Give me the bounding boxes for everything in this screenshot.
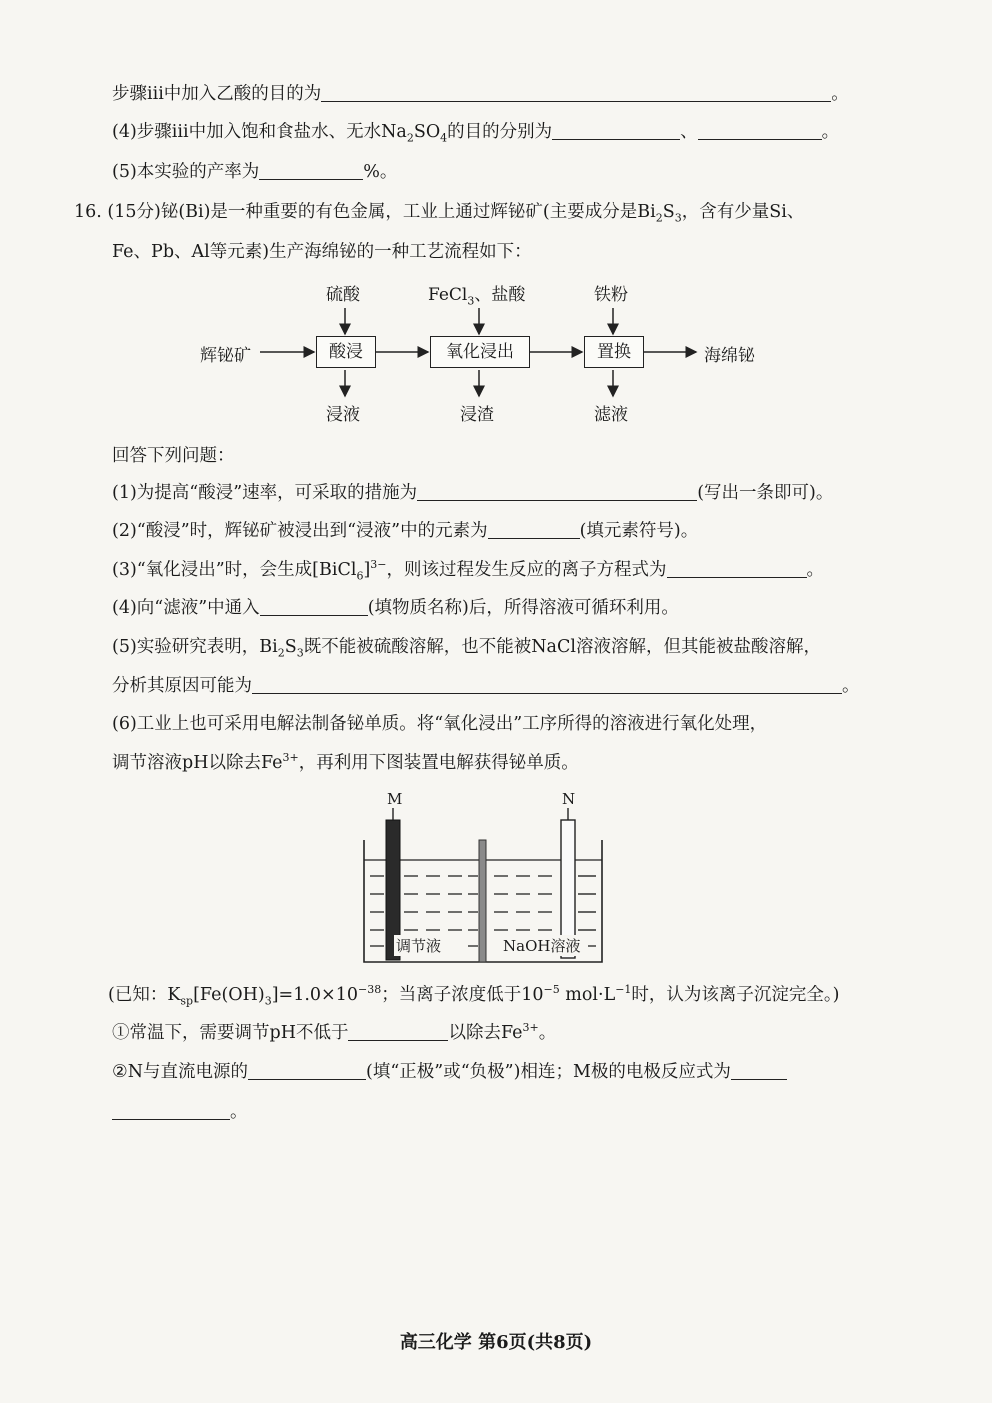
answer-blank[interactable] [252,675,842,694]
punctuation: %。 [363,162,398,182]
step-acid-leach: 酸浸 [316,336,376,368]
question-16-stem [74,200,804,224]
sub-question-1: (1)为提高“酸浸”速率，可采取的措施为 (写出一条即可)。 [112,483,834,503]
sub-question-3: (3)“氧化浸出”时，会生成[BiCl$_6$]$^{3-}$，则该过程发生反应的离子方程式为 。 [112,558,824,583]
waste-1-label: 浸液 [326,405,360,425]
punctuation: 、 [680,122,698,142]
answer-blank[interactable] [698,121,822,140]
question-text: 的目的分别为 [447,122,553,142]
electrolysis-cell-diagram [360,790,605,970]
reagent-2-label: FeCl$_3$、盐酸 [428,285,526,308]
question-text: ，含有少量Si、 [681,202,805,222]
sub-question-6-1: ①常温下，需要调节pH不低于 以除去$Fe^{3+}$。 [112,1021,557,1043]
reagent-3-label: 铁粉 [594,285,628,305]
subscript: 3 [674,211,682,225]
answer-blank[interactable] [667,559,807,578]
subscript: 4 [440,131,448,145]
sub-question-6-2-line2: 。 [112,1100,248,1124]
question-16-stem-line2 [112,240,532,264]
answer-blank[interactable] [321,83,831,102]
question-text: 步骤iii中加入乙酸的目的为 [112,84,322,104]
sub-question-5: (5)实验研究表明，$Bi_2S_3$既不能被硫酸溶解，也不能被NaCl溶液溶解，但其能被盐酸溶解， [112,637,821,660]
question-text: Fe、Pb、Al等元素)生产海绵铋的一种工艺流程如下： [112,242,532,262]
page-footer: 高三化学 第6页(共8页) [399,1332,593,1353]
sub-question-6: (6)工业上也可采用电解法制备铋单质。将“氧化浸出”工序所得的溶液进行氧化处理， [112,714,768,734]
sub-question-4: (4)向“滤液”中通入 (填物质名称)后，所得溶液可循环利用。 [112,598,679,618]
answer-blank[interactable] [248,1061,366,1080]
step-iii-acetic-acid-question [112,82,849,106]
step-replacement: 置换 [584,336,644,368]
electrode-m-label: M [387,790,403,808]
answer-blank[interactable] [488,520,580,539]
input-label: 辉铋矿 [200,346,251,366]
waste-3-label: 滤液 [594,405,628,425]
question-5 [112,160,397,184]
question-text: SO [413,122,441,142]
reagent-1-label: 硫酸 [326,285,360,305]
question-text: S [662,202,675,222]
left-solution-label: 调节液 [396,937,442,955]
answer-blank[interactable] [417,482,697,501]
answer-blank[interactable] [348,1022,448,1041]
sub-question-2: (2)“酸浸”时，辉铋矿被浸出到“浸液”中的元素为 (填元素符号)。 [112,521,699,541]
waste-2-label: 浸渣 [460,405,494,425]
known-conditions: (已知：$K_{sp}[Fe(OH)_3]=1.0\times 10^{-38}$；当离子浓度低于$10^{-5}$ $mol\cdot L^{-1}$时，认为该离子沉淀完全。) [108,983,840,1008]
subscript: 2 [655,211,663,225]
punctuation: 。 [831,84,849,104]
subscript: 2 [406,131,414,145]
sub-question-5-line2: 分析其原因可能为 。 [112,676,860,696]
output-label: 海绵铋 [704,346,755,366]
question-text: 16. (15分)铋(Bi)是一种重要的有色金属，工业上通过辉铋矿(主要成分是Bi [74,202,656,222]
answer-blank[interactable] [731,1061,787,1080]
sub-question-6-line2: 调节溶液pH以除去$Fe^{3+}$，再利用下图装置电解获得铋单质。 [112,751,579,773]
electrode-n-label: N [562,790,576,808]
answer-blank[interactable] [259,161,363,180]
answer-blank[interactable] [552,121,680,140]
right-solution-label: NaOH溶液 [503,937,581,955]
sub-question-6-2: ②N与直流电源的 (填“正极”或“负极”)相连；M极的电极反应式为 [112,1060,787,1084]
question-text: (4)步骤iii中加入饱和食盐水、无水Na [112,122,407,142]
answer-prompt: 回答下列问题： [112,446,235,466]
answer-blank[interactable] [260,597,368,616]
punctuation: 。 [821,122,840,142]
answer-blank[interactable] [112,1101,230,1120]
question-text: (5)本实验的产率为 [112,162,260,182]
question-4 [112,120,839,144]
process-flowchart [190,278,790,428]
step-oxidative-leach: 氧化浸出 [430,336,530,368]
